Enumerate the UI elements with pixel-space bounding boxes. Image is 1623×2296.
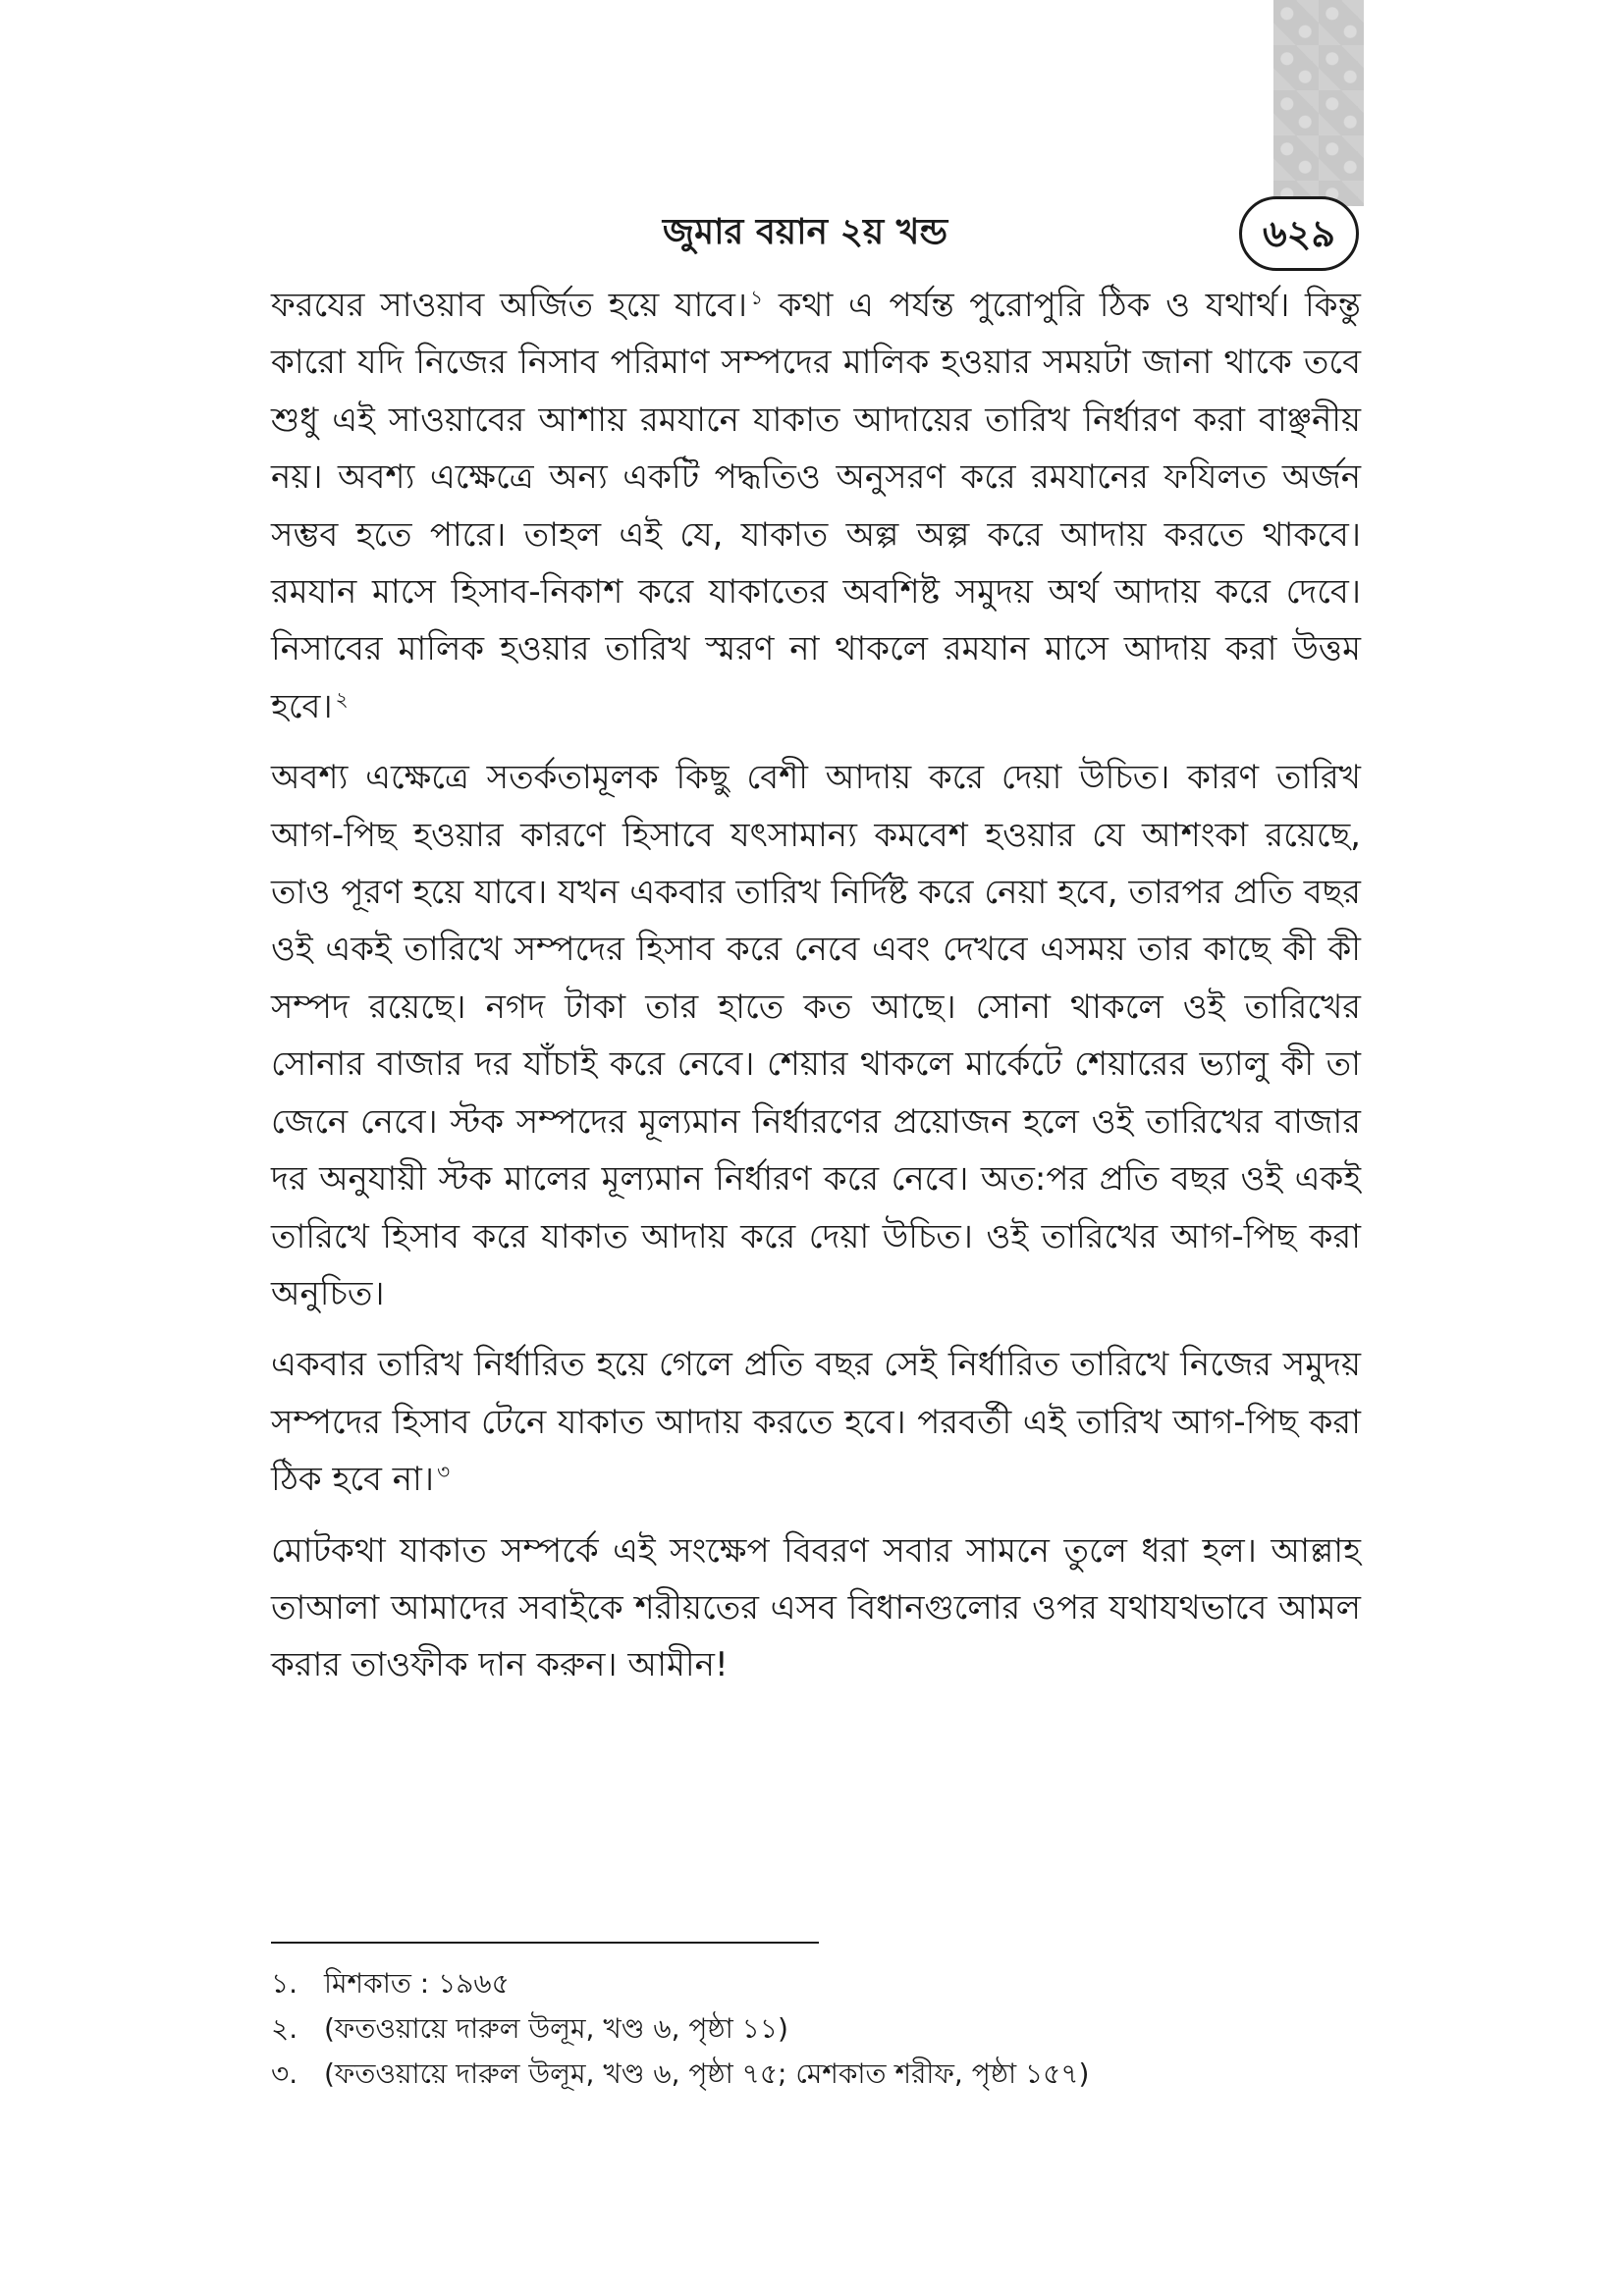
footnote-item: [271, 1961, 1361, 2006]
footnote-text: (ফতওয়ায়ে দারুল উলূম, খণ্ড ৬, পৃষ্ঠা ৭৫; মেশকাত শরীফ, পৃষ্ঠা ১৫৭): [324, 2057, 1090, 2090]
footnote-text: মিশকাত : ১৯৬৫: [324, 1967, 510, 2000]
paragraph-text: একবার তারিখ নির্ধারিত হয়ে গেলে প্রতি বছর সেই নির্ধারিত তারিখে নিজের সমুদয় সম্পদের হিসাব টেনে যাকাত আদায় করতে হবে। পরবর্তী এই তারিখ আগ-পিছ করা ঠিক হবে না।: [271, 1345, 1361, 1500]
footnote-item: [271, 2052, 1361, 2097]
footnote-number: ১.: [271, 1967, 298, 2000]
body-text: [271, 277, 1361, 1708]
footnote-marker: ২: [335, 686, 349, 711]
footnote-item: [271, 2006, 1361, 2052]
footnotes: [271, 1961, 1361, 2097]
paragraph-text: ফরযের সাওয়াব অর্জিত হয়ে যাবে।: [271, 286, 748, 325]
footnote-marker: ১: [750, 285, 764, 309]
running-title: জুমার বয়ান ২য় খন্ড: [662, 212, 948, 252]
page-number-badge: ৬২৯: [1239, 196, 1359, 271]
paragraph-2: অবশ্য এক্ষেত্রে সতর্কতামূলক কিছু বেশী আদায় করে দেয়া উচিত। কারণ তারিখ আগ-পিছ হওয়ার কারণে হিসাবে যৎসামান্য কমবেশ হওয়ার যে আশংকা রয়েছে, তাও পূরণ হয়ে যাবে। যখন একবার তারিখ নির্দিষ্ট করে নেয়া হবে, তারপর প্রতি বছর ওই একই তারিখে সম্পদের হিসাব করে নেবে এবং দেখবে এসময় তার কাছে কী কী সম্পদ রয়েছে। নগদ টাকা তার হাতে কত আছে। সোনা থাকলে ওই তারিখের সোনার বাজার দর যাঁচাই করে নেবে। শেয়ার থাকলে মার্কেটে শেয়ারের ভ্যালু কী তা জেনে নেবে। স্টক সম্পদের মূল্যমান নির্ধারণের প্রয়োজন হলে ওই তারিখের বাজার দর অনুযায়ী স্টক মালের মূল্যমান নির্ধারণ করে নেবে। অত:পর প্রতি বছর ওই একই তারিখে হিসাব করে যাকাত আদায় করে দেয়া উচিত। ওই তারিখের আগ-পিছ করা অনুচিত।: [271, 758, 1361, 1313]
paragraph-1: [271, 277, 1361, 735]
paragraph-3: [271, 1336, 1361, 1508]
footnote-text: (ফতওয়ায়ে দারুল উলূম, খণ্ড ৬, পৃষ্ঠা ১১): [324, 2012, 788, 2045]
paragraph-4: মোটকথা যাকাত সম্পর্কে এই সংক্ষেপ বিবরণ সবার সামনে তুলে ধরা হল। আল্লাহ তাআলা আমাদের সবাইকে শরীয়তের এসব বিধানগুলোর ওপর যথাযথভাবে আমল করার তাওফীক দান করুন। আমীন!: [271, 1530, 1361, 1685]
footnote-divider: [271, 1942, 819, 1944]
decorative-edge-tab: [1273, 0, 1364, 206]
footnote-number: ৩.: [271, 2057, 298, 2090]
paragraph-text: কথা এ পর্যন্ত পুরোপুরি ঠিক ও যথার্থ। কিন্তু কারো যদি নিজের নিসাব পরিমাণ সম্পদের মালিক হওয়ার সময়টা জানা থাকে তবে শুধু এই সাওয়াবের আশায় রমযানে যাকাত আদায়ের তারিখ নির্ধারণ করা বাঞ্ছনীয় নয়। অবশ্য এক্ষেত্রে অন্য একটি পদ্ধতিও অনুসরণ করে রমযানের ফযিলত অর্জন সম্ভব হতে পারে। তাহল এই যে, যাকাত অল্প অল্প করে আদায় করতে থাকবে। রমযান মাসে হিসাব-নিকাশ করে যাকাতের অবশিষ্ট সমুদয় অর্থ আদায় করে দেবে। নিসাবের মালিক হওয়ার তারিখ স্মরণ না থাকলে রমযান মাসে আদায় করা উত্তম হবে।: [271, 286, 1361, 726]
footnote-number: ২.: [271, 2012, 298, 2045]
footnote-marker: ৩: [437, 1459, 451, 1483]
